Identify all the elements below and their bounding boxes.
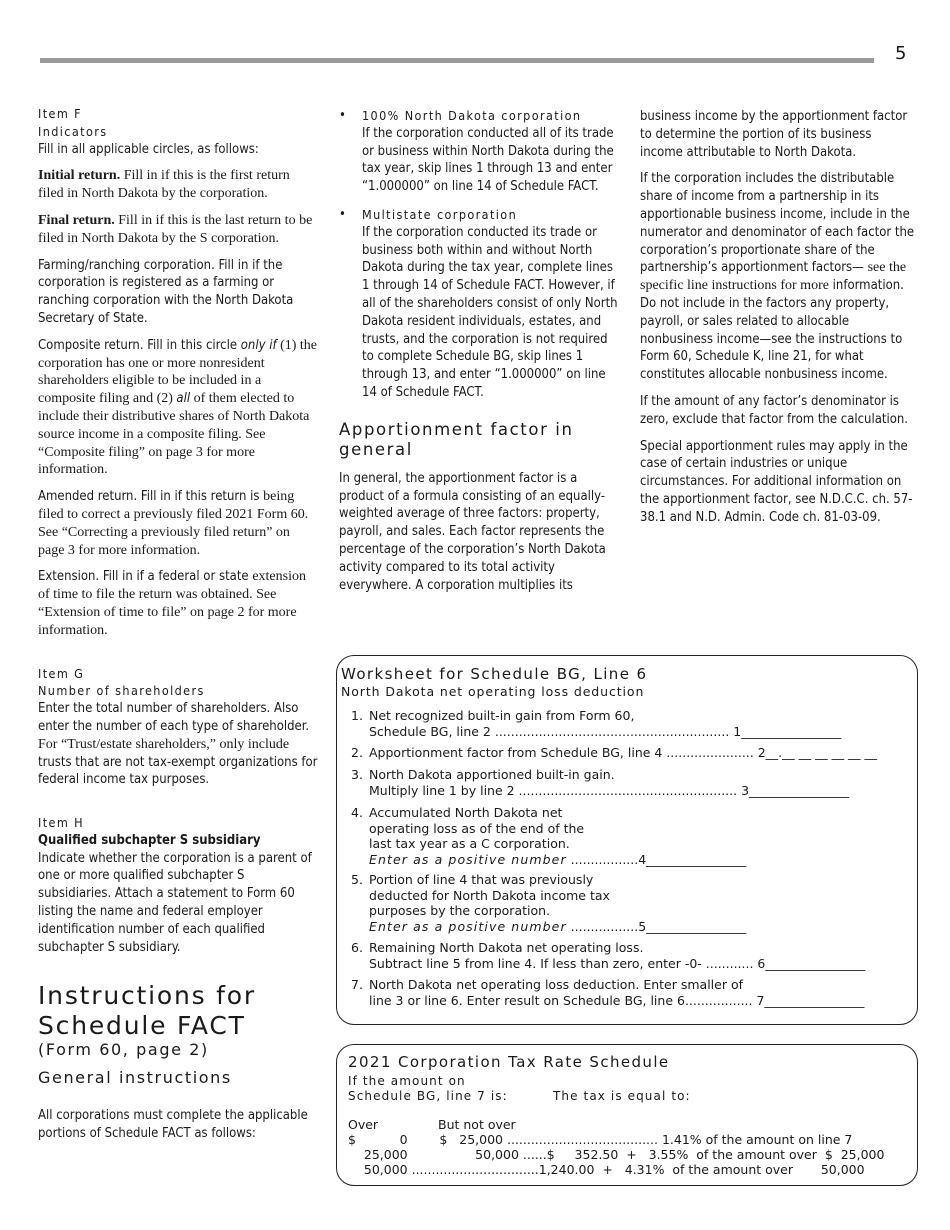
amended-return-text: Amended return. Fill in if this return is being filed to correct a previously filed 2021 Form 60. See “Correcting a previously filed return” on page 3 for more information. [38,489,309,558]
bullet-icon: • [339,206,346,222]
apportionment-body: In general, the apportionment factor is a product of a formula consisting of an equally-weighted average of three factors: property, payroll, and sales. Each factor represents the percentage of the corporation’s North Dakota activity compared to its total activity everywhere. A corporation multiplies its [339,470,606,593]
worksheet-title: Worksheet for Schedule BG, Line 6 [341,665,648,683]
bullet-body: If the corporation conducted its trade or business both within and without North Dakota during the tax year, complete lines 1 through 14 of Schedule FACT. However, if all of the shareholders consist of only North Dakota resident individuals, estates, and trusts, and the corporation is not required to complete Schedule BG, skip lines 1 through 13, and enter “1.000000” on line 14 of Schedule FACT. [362,224,618,400]
header-rule [40,58,874,63]
col3-paragraph-3: If the amount of any factor’s denominator is zero, exclude that factor from the calculation. [640,393,908,427]
general-instructions-body: All corporations must complete the applicable portions of Schedule FACT as follows: [38,1108,308,1141]
tax-rate-if-amount-2: Schedule BG, line 7 is: [348,1089,508,1103]
tax-rate-box [336,1044,918,1186]
tax-rate-tax-equal: The tax is equal to: [553,1089,691,1103]
composite-return-text: Composite return. Fill in this circle only if (1) the corporation has one or more nonresident shareholders eligible to be included in a composite filing and (2) all of them elected to include their distributive shares of North Dakota source income in a composite filing. See “Composite filing” on page 3 for more information. [38,337,318,478]
bullet-nd-corporation [339,107,621,196]
instructions-title-line2: Schedule FACT [38,1011,246,1041]
item-h-label: Item H [38,815,85,831]
bullet-title: Multistate corporation [362,206,518,222]
bullet-body: If the corporation conducted all of its trade or business within North Dakota during the tax year, skip lines 1 through 13 and enter “1.000000” on line 14 of Schedule FACT. [362,125,614,195]
item-f-title: Indicators [38,123,108,139]
farming-ranching-text: Farming/ranching corporation. Fill in if the corporation is registered as a farming or ranching corporation with the North Dakota Secretary of State. [38,257,294,326]
tax-rate-over: Over [348,1117,379,1132]
extension-text: Extension. Fill in if a federal or state extension of time to file the return was obtained. See “Extension of time to file” on page 2 for more information. [38,569,306,638]
item-g-body: Enter the total number of shareholders. Also enter the number of each type of shareholder. For “Trust/estate shareholders,” only include trusts that are not tax-exempt organizations for federal income tax purposes. [38,701,318,788]
tax-rate-row: 25,000 50,000 ......$ 352.50 + 3.55% of the amount over $ 25,000 [348,1147,885,1162]
col3-paragraph-2: If the corporation includes the distributable share of income from a partnership in its apportionable business income, include in the numerator and denominator of each factor the corporation’s proportionate share of the partnership’s apportionment factors— see the specific line instructions for more information. Do not include in the factors any property, payroll, or sales related to allocable nonbusiness income—see the instructions to Form 60, Schedule K, line 21, for what constitutes allocable nonbusiness income. [640,171,915,383]
instructions-title-line1: Instructions for [38,981,256,1011]
initial-return-text: Initial return. Fill in if this is the first return filed in North Dakota by the corporation. [38,168,290,202]
item-h-title: Qualified subchapter S subsidiary [38,832,261,848]
final-return-text: Final return. Fill in if this is the last return to be filed in North Dakota by the S corporation. [38,212,313,246]
apportionment-heading: Apportionment factor in general [339,419,574,459]
bullet-multistate-corporation [339,206,621,402]
item-f-label: Item F [38,106,83,121]
instructions-subtitle: (Form 60, page 2) [38,1040,209,1060]
worksheet-subtitle: North Dakota net operating loss deduction [341,684,645,699]
tax-rate-title: 2021 Corporation Tax Rate Schedule [348,1053,670,1071]
column-middle [339,107,621,603]
column-right [640,108,915,536]
general-instructions-heading: General instructions [38,1068,232,1088]
bullet-title: 100% North Dakota corporation [362,108,582,123]
tax-rate-row: 50,000 ................................1,240.00 + 4.31% of the amount over 50,000 [348,1162,865,1177]
col3-paragraph-4: Special apportionment rules may apply in the case of certain industries or unique circumstances. For additional information on the apportionment factor, see N.D.C.C. ch. 57-38.1 and N.D. Admin. Code ch. 81-03-09. [640,438,913,525]
bullet-icon: • [339,108,346,123]
tax-rate-row: $ 0 $ 25,000 ...................................... 1.41% of the amount on line 7 [348,1132,853,1147]
item-g-title: Number of shareholders [38,683,205,699]
item-f-intro: Fill in all applicable circles, as follows: [38,141,259,157]
page-number: 5 [895,43,907,64]
tax-rate-if-amount-1: If the amount on [348,1074,466,1088]
worksheet-box: Worksheet for Schedule BG, Line 6 North Dakota net operating loss deduction 1. Net recognized built-in gain from Form 60, Schedule BG, line 2 ........................................................... 1________________ 2. Apportionment factor from Schedule BG, line 4 ...................... 2__.__ __ __ __ __ __ 3. North Dakota apportioned built-in gain. Multiply line 1 by line 2 ....................................................... 3________________ 4. Accumulated North Dakota net operating loss as of the end of the last tax year as a C corporation. Enter as a positive number .................4________________ 5. Portion of line 4 that was previously deducted for North Dakota income tax purposes by the corporation. Enter as a positive number .................5________________ 6. Remaining North Dakota net operating loss. Subtract line 5 from line 4. If less than zero, enter -0- ............ 6________________ 7. North Dakota net operating loss deduction. Enter smaller of line 3 or line 6. Enter result on Schedule BG, line 6................. 7________________ [336,655,918,1025]
column-left [38,105,318,1152]
col3-paragraph-1: business income by the apportionment factor to determine the portion of its business income attributable to North Dakota. [640,109,908,160]
item-h-body: Indicate whether the corporation is a parent of one or more qualified subchapter S subsidiaries. Attach a statement to Form 60 listing the name and federal employer identification number of each qualified subchapter S subsidiary. [38,850,312,955]
tax-rate-but-not-over: But not over [438,1117,516,1132]
item-g-label: Item G [38,665,85,681]
